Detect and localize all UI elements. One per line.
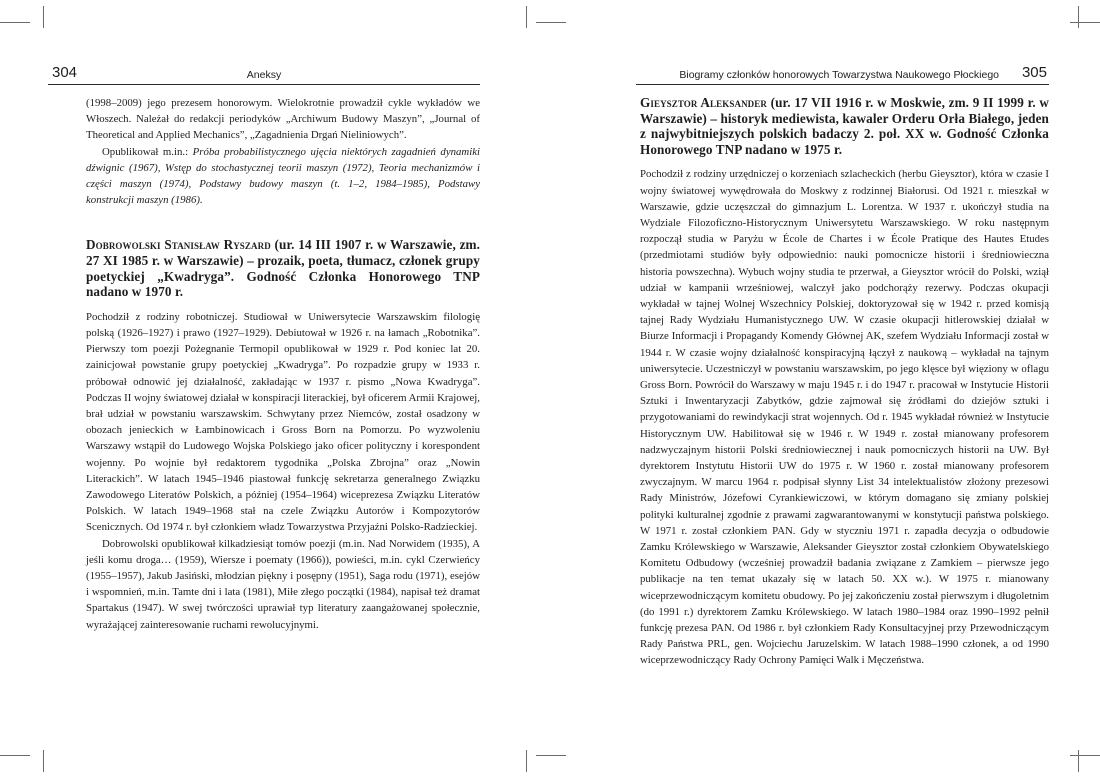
- paragraph: (1998–2009) jego prezesem honorowym. Wielokrotnie prowadził cykle wykładów we Włoszech. Należał do redakcji periodyków „Archiwum Budowy Maszyn”, „Journal of Theoretical and Applied Mechanics”, „Zagadnienia Drgań Nieliniowych”.: [86, 97, 480, 142]
- running-head-title: Biogramy członków honorowych Towarzystwa Naukowego Płockiego: [679, 69, 999, 81]
- page-body: [636, 85, 1049, 669]
- right-page: [636, 62, 1049, 669]
- entry-summary: (ur. 17 VII 1916 r. w Moskwie, zm. 9 II 1999 r. w Warszawie) – historyk mediewista, kawaler Orderu Orła Białego, jeden z najwybitniejszych polskich badaczy 2. poł. XX w. Godność Członka Honorowego TNP nadano w 1975 r.: [640, 95, 1049, 157]
- crop-mark: [43, 750, 44, 772]
- crop-mark: [536, 755, 566, 756]
- lead-text: Opublikował m.in.:: [102, 145, 189, 158]
- running-head: [48, 62, 480, 85]
- page-number: 305: [1021, 64, 1047, 81]
- crop-mark: [526, 750, 527, 772]
- crop-mark: [0, 22, 30, 23]
- page-number: 304: [52, 64, 78, 81]
- running-head: [636, 62, 1049, 85]
- paragraph: Pochodził z rodziny robotniczej. Studiował w Uniwersytecie Warszawskim filologię polską (1926–1927) i prawo (1927–1929). Debiutował w 1926 r. na łamach „Robotnika”. Pierwszy tom poezji Pożegnanie Termopil opublikował w 1929 r. Pod koniec lat 20. zainicjował powstanie grupy poetyckiej „Kwadryga”. Po rozpadzie grupy w 1933 r. próbował odnowić jej działalność, zakładając w 1937 r. pismo „Nowa Kwadryga”. Podczas II wojny światowej działał w konspiracji literackiej, był oficerem Armii Krajowej, brał udział w powstaniu warszawskim. Schwytany przez Niemców, został osadzony w obozach jenieckich w Łambinowicach i Gross Born na Pomorzu. Po wyzwoleniu Warszawy wstąpił do Ludowego Wojska Polskiego jako oficer polityczny i korespondent wojenny. Po wojnie był redaktorem tygodnika „Polska Zbrojna” oraz „Nowin Literackich”. W latach 1945–1946 piastował funkcję sekretarza generalnego Związku Zawodowego Literatów Polskich, a później (1954–1964) wiceprezesa Związku Literatów Polskich. W latach 1949–1968 stał na czele Związku Autorów i Kompozytorów Scenicznych. Od 1974 r. był członkiem władz Towarzystwa Przyjaźni Polsko-Radzieckiej.: [86, 310, 480, 534]
- crop-mark: [1070, 22, 1100, 23]
- crop-mark: [1078, 6, 1079, 28]
- crop-mark: [43, 6, 44, 28]
- works-list: Próba probabilistycznego ujęcia niektórych zagadnień dynamiki dźwignic (1967), Wstęp do stochastycznej teorii maszyn (1972), Teoria mechanizmów i części maszyn (1974), Podstawy budowy maszyn (t. 1–2, 1984–1985), Podstawy konstrukcji maszyn (1986).: [86, 145, 480, 207]
- paragraph: Pochodził z rodziny urzędniczej o korzeniach szlacheckich (herbu Gieysztor), która w czasie I wojny światowej wywędrowała do Moskwy z rodzinnej Białorusi. Od 1921 r. mieszkał w Warszawie, gdzie uczęszczał do gimnazjum L. Lorentza. W 1937 r. ukończył studia na Wydziale Filozoficzno-Historycznym Uniwersytetu Warszawskiego. W roku następnym rozpoczął studia w Paryżu w École de Chartes i w École Pratique des Hautes Etudes (przedmiotami studiów były odpowiednio: nauki pomocnicze historii i średniowieczna historia powszechna). Wybuch wojny studia te przerwał, a Gieysztor wrócił do Polski, wziął udział w kampanii wrześniowej, walczył jako podchorąży rezerwy. Podczas okupacji wykładał w tajnej Wolnej Wszechnicy Polskiej, doktoryzował się w 1942 r. przed komisją tajnej Rady Wydziału Humanistycznego UW. W czasie okupacji hitlerowskiej działał w Biurze Informacji i Propagandy Komendy Głównej AK, szefem Wydziału Informacji został w 1944 r. W czasie wojny działalność konspiracyjną łączył z naukową – wykładał na tajnym uniwersytecie. Uczestniczył w powstaniu warszawskim, po jego klęsce był więziony w oflagu Gross Born. Powrócił do Warszawy w maju 1945 r. i do 1947 r. pracował w Instytucie Historii Sztuki i Inwentaryzacji Zabytków, gdzie zajmował się źródłami do dziejów sztuki i przygotowaniami do rewindykacji strat wojennych. Od r. 1945 wykładał również w Instytucie Historycznym UW. Habilitował się w 1946 r. W 1949 r. został mianowany profesorem nadzwyczajnym historii Polski średniowiecznej i nauk pomocniczych historii na UW. Był dyrektorem Instytutu Historii UW do 1975 r. W 1960 r. został mianowany profesorem zwyczajnym. W marcu 1964 r. podpisał słynny List 34 intelektualistów złożony prezesowi Rady Ministrów, Józefowi Cyrankiewiczowi, w którym domagano się zmiany polskiej polityki kulturalnej zgodnie z prawami zagwarantowanymi w konstytucji państwa polskiego. W 1971 r. został członkiem PAN. Gdy w styczniu 1971 r. zapadła decyzja o odbudowie Zamku Królewskiego w Warszawie, Aleksander Gieysztor został członkiem Obywatelskiego Komitetu Odbudowy (wcześniej prowadził badania związane z Zamkiem – pierwsze jego publikacje na ten temat ukazały się w latach 50. XX w.). W 1975 r. mianowany wiceprzewodniczącym komitetu obudowy. Po jej zakończeniu został pierwszym i długoletnim (do 1991 r.) dyrektorem Zamku Królewskiego. W latach 1980–1984 oraz 1990–1992 pełnił funkcję prezesa PAN. Od 1986 r. był członkiem Rady Konsultacyjnej przy Przewodniczącym Rady Państwa PRL, gen. Wojciechu Jaruzelskim. W latach 1988–1990 członek, a od 1990 wiceprzewodniczący Rady Ochrony Pamięci Walk i Męczeństwa.: [640, 168, 1049, 667]
- crop-mark: [1078, 750, 1079, 772]
- crop-mark: [536, 22, 566, 23]
- paragraph: [86, 144, 480, 209]
- entry-name: Gieysztor Aleksander: [640, 95, 767, 110]
- page-body: [48, 85, 480, 633]
- paragraph: Dobrowolski opublikował kilkadziesiąt tomów poezji (m.in. Nad Norwidem (1935), A jeśli komu droga… (1959), Wiersze i poematy (1966)), powieści, m.in. cykl Czerwieńcy (1955–1957), Jakub Jasiński, młodzian piękny i posępny (1951), Saga rodu (1971), esejów i wspomnień, m.in. Tamte dni i lata (1981), Miłe złego początki (1984), napisał też dramat Spartakus (1947). W swej twórczości uprawiał typ literatury zaangażowanej społecznie, wyrażającej zainteresowanie ruchami rewolucyjnymi.: [86, 537, 480, 631]
- left-page: [48, 62, 480, 633]
- running-head-title: Aneksy: [246, 69, 282, 81]
- entry-heading: [640, 95, 1049, 157]
- crop-mark: [0, 755, 30, 756]
- entry-name: Dobrowolski Stanisław Ryszard: [86, 237, 271, 253]
- entry-summary: (ur. 14 III 1907 r. w Warszawie, zm. 27 XI 1985 r. w Warszawie) – prozaik, poeta, tłumacz, członek grupy poetyckiej „Kwadryga”. Godność Członka Honorowego TNP nadano w 1970 r.: [86, 237, 480, 300]
- crop-mark: [1070, 755, 1100, 756]
- crop-mark: [526, 6, 527, 28]
- entry-heading: [86, 237, 480, 299]
